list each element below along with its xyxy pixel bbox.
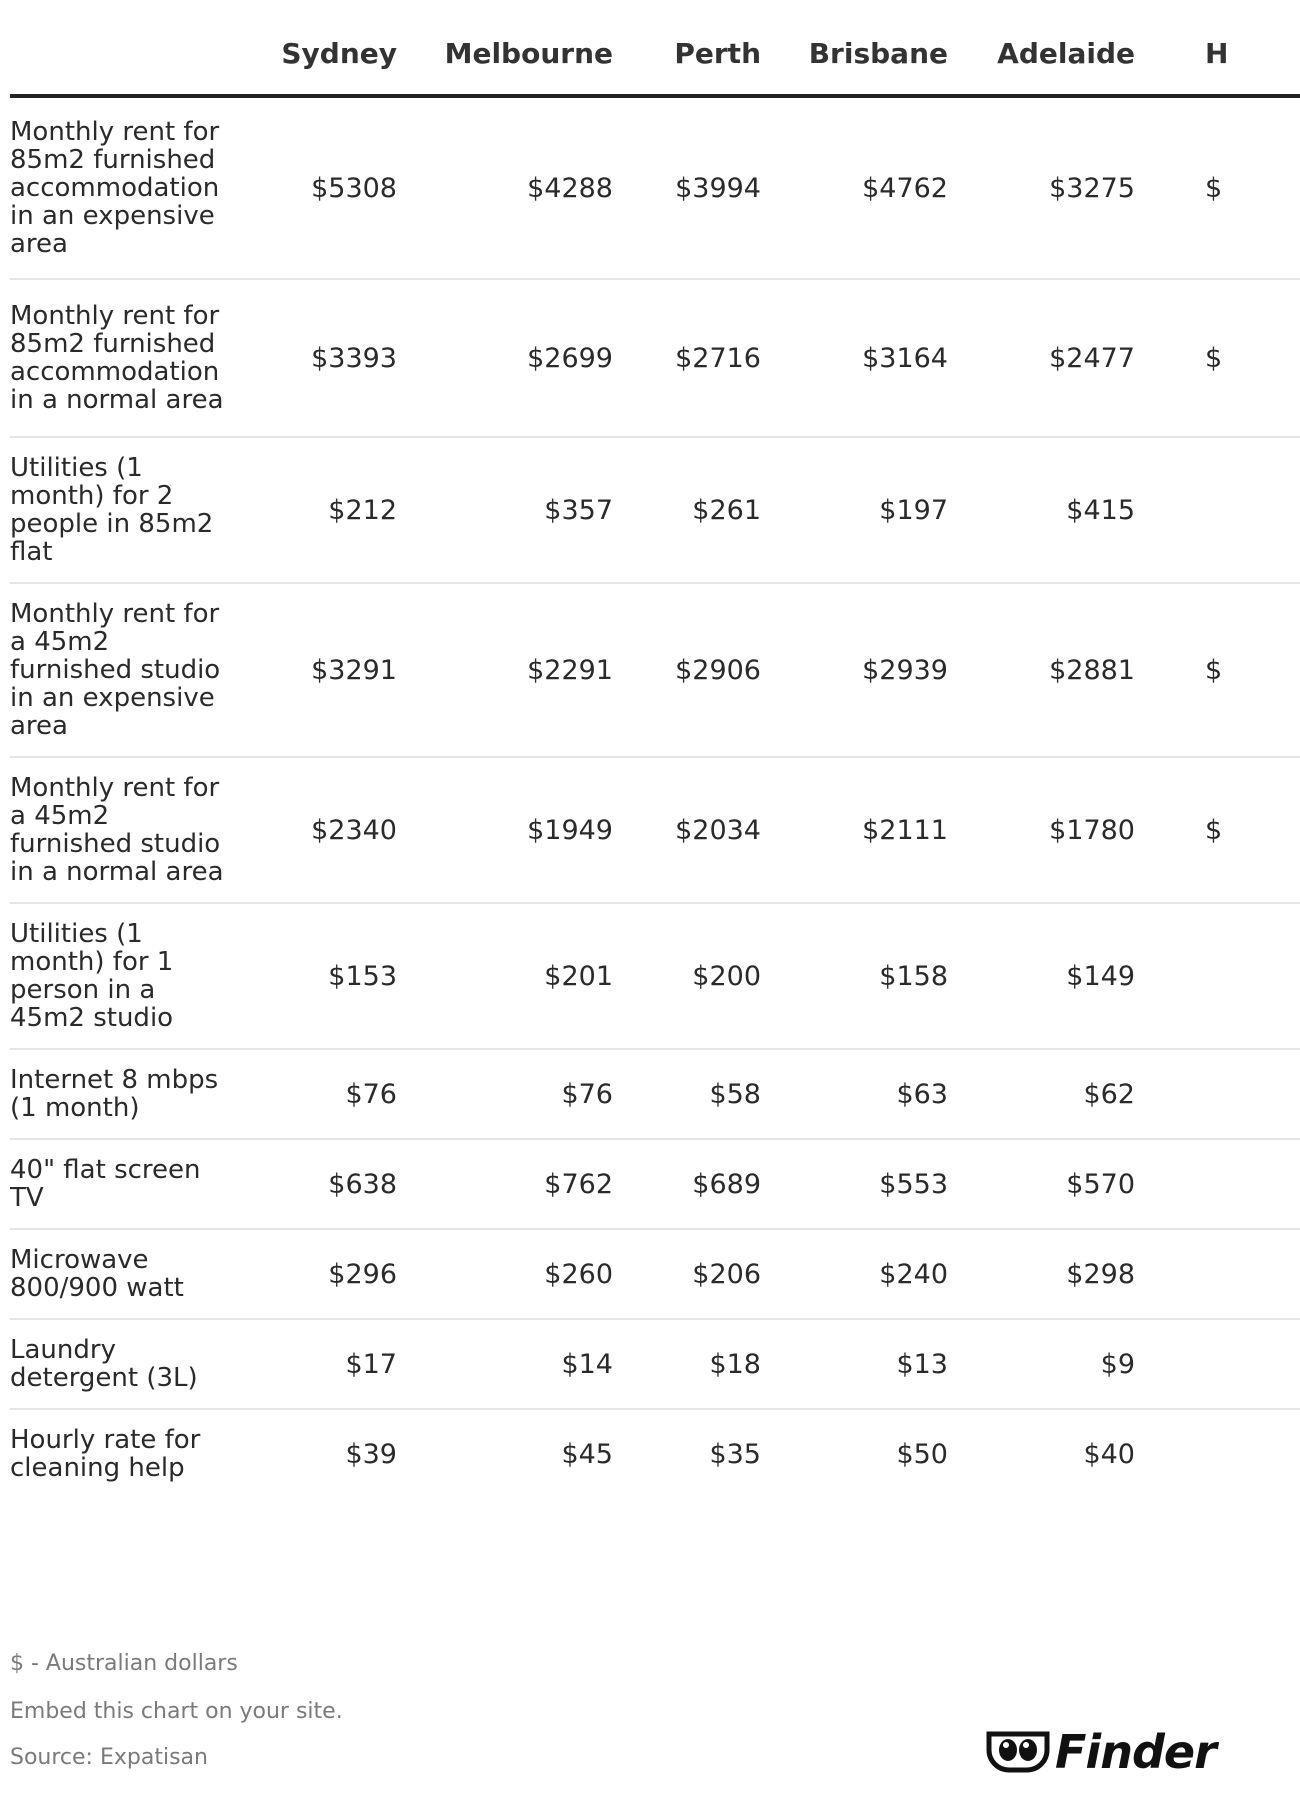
cell-value: $240 [761,1229,948,1319]
column-header [613,0,761,96]
cell-value: $2477 [948,279,1135,437]
cell-value [1135,903,1300,1049]
cell-value: $35 [709,1438,761,1470]
cell-value: $2034 [613,757,761,903]
cell-value: $76 [232,1049,397,1139]
currency-note: $ - Australian dollars [10,1651,238,1676]
cell-value: $260 [397,1229,613,1319]
column-header [1135,0,1300,96]
cell-value: $40 [1083,1438,1135,1470]
cell-value: $9 [948,1319,1135,1409]
header-blank [10,0,232,96]
cell-value: $2906 [613,583,761,757]
cell-value: $212 [232,437,397,583]
row-label: Laundry detergent (3L) [10,1319,232,1409]
row-label: Monthly rent for 85m2 furnished accommodation in a normal area [10,279,232,437]
row-label: Internet 8 mbps (1 month) [10,1049,232,1139]
row-label: Microwave 800/900 watt [10,1229,232,1319]
cell-value: $58 [613,1049,761,1139]
cell-value [1135,437,1300,583]
cell-value: $153 [232,903,397,1049]
cell-value: $76 [397,1049,613,1139]
row-label: Utilities (1 month) for 2 people in 85m2 flat [10,437,232,583]
cell-value: $2716 [613,279,761,437]
column-header [948,0,1135,96]
row-label: Hourly rate for cleaning help [10,1425,201,1483]
column-header [397,0,613,96]
row-label: Monthly rent for a 45m2 furnished studio in a normal area [10,757,232,903]
cell-value: $1949 [397,757,613,903]
table-row [10,1229,1300,1319]
cell-value: $3393 [232,279,397,437]
finder-wordmark: Finder [1055,1725,1216,1779]
cell-value: $17 [232,1319,397,1409]
cell-value: $200 [613,903,761,1049]
cell-value: $570 [948,1139,1135,1229]
table-row [10,1319,1300,1409]
cell-value: $63 [761,1049,948,1139]
cell-value [1135,1049,1300,1139]
cell-value: $3291 [232,583,397,757]
row-label: 40" flat screen TV [10,1139,232,1229]
cell-value [1135,1229,1300,1319]
cell-value: $762 [397,1139,613,1229]
column-header [232,0,397,96]
cell-value: $3994 [613,96,761,279]
cell-value: $2291 [397,583,613,757]
table-row [10,1049,1300,1139]
cell-value: $2939 [761,583,948,757]
source-note: Source: Expatisan [10,1745,208,1770]
finder-eyes-icon [985,1728,1051,1774]
header-row [10,0,1300,96]
table-header [10,0,1300,96]
table-row [10,583,1300,757]
cell-value: $13 [761,1319,948,1409]
row-label: Monthly rent for a 45m2 furnished studio in an expensive area [10,583,232,757]
cell-value: $206 [613,1229,761,1319]
cell-value: $261 [613,437,761,583]
table-row [10,1409,1300,1498]
cell-value: $ [1135,96,1300,279]
cell-value: $296 [232,1229,397,1319]
row-label: Utilities (1 month) for 1 person in a 45m2 studio [10,903,232,1049]
cell-value: $2340 [232,757,397,903]
cell-value: $3275 [948,96,1135,279]
cell-value: $197 [761,437,948,583]
cell-value: $689 [613,1139,761,1229]
table-row [10,437,1300,583]
cell-value: $ [1135,583,1300,757]
cell-value: $18 [613,1319,761,1409]
cost-table [10,0,1300,1498]
table-row [10,1139,1300,1229]
cell-value: $50 [896,1438,948,1470]
column-header-label: Brisbane [808,36,948,70]
cell-value: $298 [948,1229,1135,1319]
cell-value: $158 [761,903,948,1049]
column-header-label: Sydney [281,36,397,70]
column-header-label: Perth [674,36,761,70]
cell-value: $2881 [948,583,1135,757]
column-header [761,0,948,96]
table-row [10,96,1300,279]
cell-value: $ [1135,279,1300,437]
column-header-label: H [1205,36,1229,70]
cell-value: $62 [948,1049,1135,1139]
cell-value: $638 [232,1139,397,1229]
finder-logo[interactable] [985,1725,1216,1780]
cell-value: $2111 [761,757,948,903]
table-row [10,757,1300,903]
cell-value [1135,1319,1300,1409]
cell-value: $1780 [948,757,1135,903]
column-header-label: Melbourne [444,36,613,70]
cell-value: $5308 [232,96,397,279]
cost-table-container [10,0,1229,1498]
cell-value: $4762 [761,96,948,279]
cell-value [1135,1139,1300,1229]
table-row [10,903,1300,1049]
table-body [10,96,1300,1498]
cell-value: $14 [397,1319,613,1409]
cell-value: $149 [948,903,1135,1049]
cell-value: $553 [761,1139,948,1229]
cell-value: $ [1135,757,1300,903]
cell-value: $357 [397,437,613,583]
cell-value: $3164 [761,279,948,437]
cell-value: $415 [948,437,1135,583]
cell-value: $4288 [397,96,613,279]
column-header-label: Adelaide [997,36,1135,70]
embed-link[interactable]: Embed this chart on your site. [10,1699,343,1724]
table-row [10,279,1300,437]
cell-value: $201 [397,903,613,1049]
cell-value: $39 [345,1438,397,1470]
cell-value: $2699 [397,279,613,437]
row-label: Monthly rent for 85m2 furnished accommodation in an expensive area [10,96,232,279]
cell-value: $45 [561,1438,613,1470]
cell-value [1135,1409,1300,1498]
